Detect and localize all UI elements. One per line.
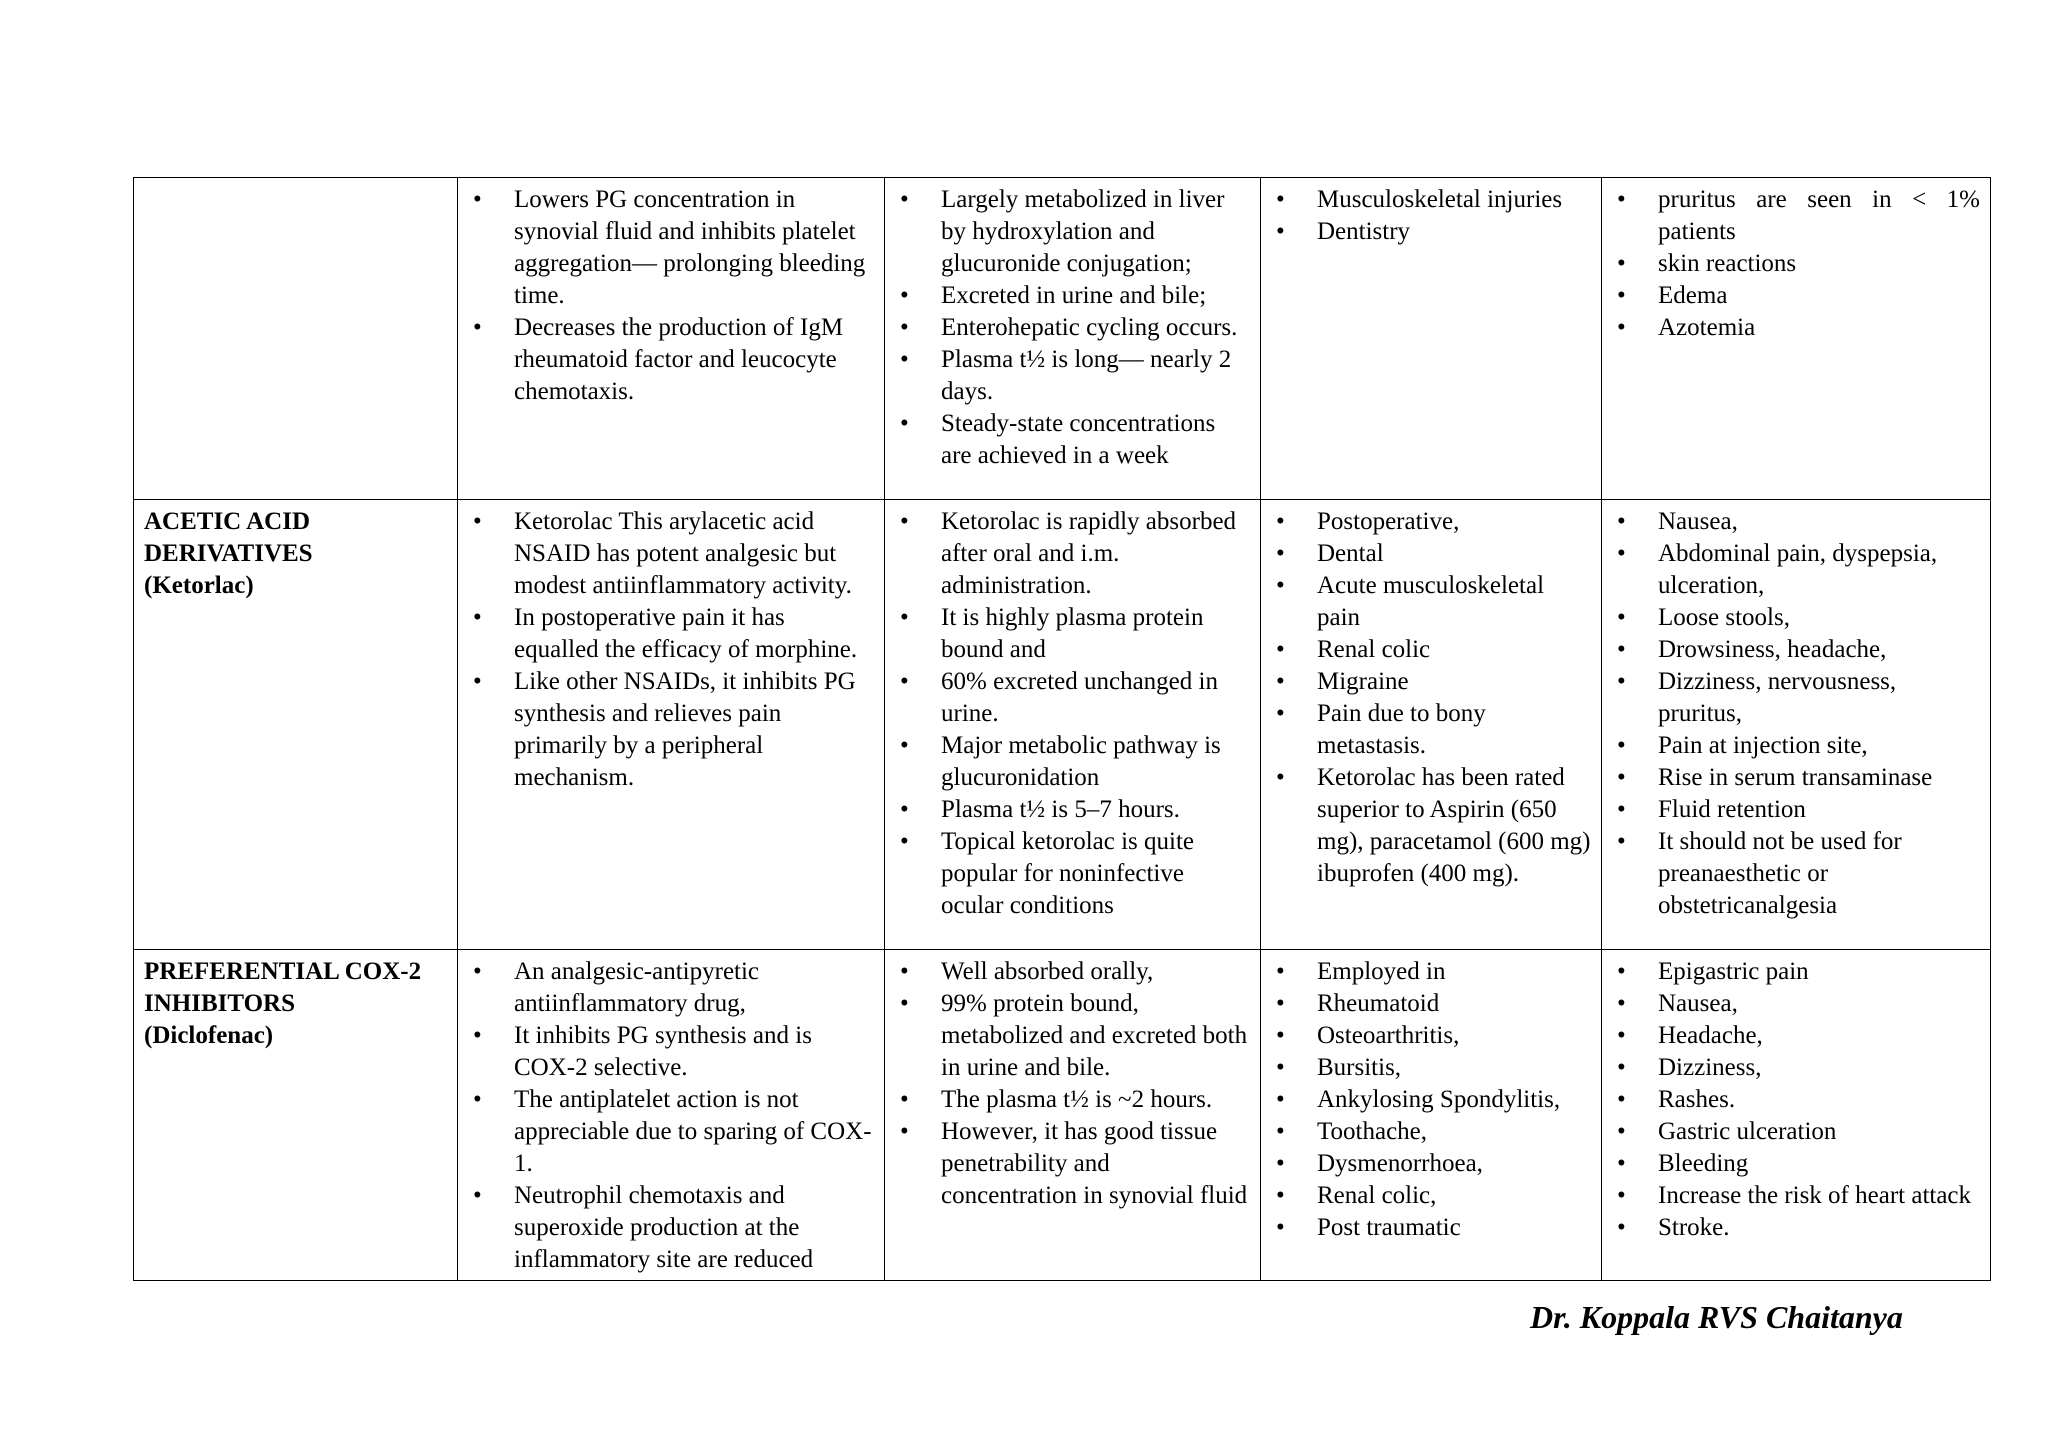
bullet-item: • Plasma t½ is long— nearly 2 days. [895,344,1250,408]
bullet-item: • The plasma t½ is ~2 hours. [895,1084,1250,1116]
bullet-list [1612,956,1980,1244]
table-row [134,178,1991,500]
bullet-item: • Rheumatoid [1271,988,1591,1020]
table-row [134,500,1991,950]
table-body [134,178,1991,1281]
adverse-effects-cell [1602,178,1991,500]
bullet-item: • Like other NSAIDs, it inhibits PG synthesis and relieves pain primarily by a peripheral mechanism. [468,666,874,794]
bullet-item: • skin reactions [1612,248,1980,280]
bullet-item: • Toothache, [1271,1116,1591,1148]
bullet-list [1612,184,1980,344]
bullet-item: • Osteoarthritis, [1271,1020,1591,1052]
bullet-item: • Plasma t½ is 5–7 hours. [895,794,1250,826]
bullet-item: • In postoperative pain it has equalled the efficacy of morphine. [468,602,874,666]
bullet-item: • Renal colic [1271,634,1591,666]
bullet-list [468,506,874,794]
pharmacokinetics-cell [885,500,1261,950]
adverse-effects-cell [1602,950,1991,1281]
bullet-item: • Fluid retention [1612,794,1980,826]
bullet-list [895,506,1250,922]
bullet-item: • Stroke. [1612,1212,1980,1244]
drug-class-cell [134,178,458,500]
bullet-list [468,184,874,408]
bullet-item: • Nausea, [1612,506,1980,538]
bullet-item: • pruritus are seen in < 1% patients [1612,184,1980,248]
pharmacokinetics-cell [885,950,1261,1281]
bullet-item: • Loose stools, [1612,602,1980,634]
bullet-item: • It is highly plasma protein bound and [895,602,1250,666]
drug-class-heading: ACETIC ACID [144,508,311,535]
bullet-item: • Epigastric pain [1612,956,1980,988]
bullet-item: • Employed in [1271,956,1591,988]
bullet-item: • Musculoskeletal injuries [1271,184,1591,216]
bullet-item: • Postoperative, [1271,506,1591,538]
bullet-list [468,956,874,1276]
drug-class-heading: (Diclofenac) [144,1022,274,1049]
uses-cell [1261,178,1602,500]
bullet-item: • Ketorolac has been rated superior to Aspirin (650 mg), paracetamol (600 mg) ibuprofen (400 mg). [1271,762,1591,890]
bullet-list [895,184,1250,472]
bullet-item: • Azotemia [1612,312,1980,344]
bullet-list [1271,956,1591,1244]
bullet-list [1612,506,1980,922]
bullet-item: • Ankylosing Spondylitis, [1271,1084,1591,1116]
uses-cell [1261,950,1602,1281]
bullet-item: • Well absorbed orally, [895,956,1250,988]
bullet-item: • Largely metabolized in liver by hydroxylation and glucuronide conjugation; [895,184,1250,280]
bullet-item: • Abdominal pain, dyspepsia, ulceration, [1612,538,1980,602]
bullet-list [1271,506,1591,890]
bullet-item: • 60% excreted unchanged in urine. [895,666,1250,730]
mechanism-cell [458,500,885,950]
bullet-item: • Lowers PG concentration in synovial fluid and inhibits platelet aggregation— prolonging bleeding time. [468,184,874,312]
adverse-effects-cell [1602,500,1991,950]
bullet-item: • An analgesic-antipyretic antiinflammatory drug, [468,956,874,1020]
bullet-item: • Headache, [1612,1020,1980,1052]
drug-class-heading: DERIVATIVES [144,540,313,567]
drug-class-cell [134,500,458,950]
author-signature: Dr. Koppala RVS Chaitanya [1530,1299,1903,1335]
bullet-item: • Topical ketorolac is quite popular for noninfective ocular conditions [895,826,1250,922]
bullet-item: • Dental [1271,538,1591,570]
bullet-item: • Pain at injection site, [1612,730,1980,762]
mechanism-cell [458,950,885,1281]
bullet-list [895,956,1250,1212]
bullet-list [1271,184,1591,248]
bullet-item: • Edema [1612,280,1980,312]
bullet-item: • It inhibits PG synthesis and is COX-2 selective. [468,1020,874,1084]
bullet-item: • Bursitis, [1271,1052,1591,1084]
bullet-item: • Post traumatic [1271,1212,1591,1244]
bullet-item: • Ketorolac is rapidly absorbed after oral and i.m. administration. [895,506,1250,602]
bullet-item: • Acute musculoskeletal pain [1271,570,1591,634]
bullet-item: • Renal colic, [1271,1180,1591,1212]
bullet-item: • Dysmenorrhoea, [1271,1148,1591,1180]
bullet-item: • Migraine [1271,666,1591,698]
bullet-item: • Rashes. [1612,1084,1980,1116]
bullet-item: • Drowsiness, headache, [1612,634,1980,666]
table-row [134,950,1991,1281]
bullet-item: • Excreted in urine and bile; [895,280,1250,312]
bullet-item: • However, it has good tissue penetrability and concentration in synovial fluid [895,1116,1250,1212]
bullet-item: • Nausea, [1612,988,1980,1020]
drug-class-heading: (Ketorlac) [144,572,254,599]
bullet-item: • Pain due to bony metastasis. [1271,698,1591,762]
bullet-item: • Ketorolac This arylacetic acid NSAID has potent analgesic but modest antiinflammatory activity. [468,506,874,602]
bullet-item: • Steady-state concentrations are achieved in a week [895,408,1250,472]
bullet-item: • Bleeding [1612,1148,1980,1180]
bullet-item: • Increase the risk of heart attack [1612,1180,1980,1212]
pharmacokinetics-cell [885,178,1261,500]
bullet-item: • Dentistry [1271,216,1591,248]
bullet-item: • Major metabolic pathway is glucuronidation [895,730,1250,794]
bullet-item: • Decreases the production of IgM rheumatoid factor and leucocyte chemotaxis. [468,312,874,408]
bullet-item: • Dizziness, nervousness, pruritus, [1612,666,1980,730]
bullet-item: • Neutrophil chemotaxis and superoxide production at the inflammatory site are reduced [468,1180,874,1276]
mechanism-cell [458,178,885,500]
bullet-item: • It should not be used for preanaesthetic or obstetricanalgesia [1612,826,1980,922]
bullet-item: • Rise in serum transaminase [1612,762,1980,794]
drug-comparison-table [133,177,1991,1281]
drug-class-cell [134,950,458,1281]
bullet-item: • Enterohepatic cycling occurs. [895,312,1250,344]
drug-class-heading: PREFERENTIAL COX-2 INHIBITORS [144,958,422,1017]
bullet-item: • Gastric ulceration [1612,1116,1980,1148]
bullet-item: • Dizziness, [1612,1052,1980,1084]
bullet-item: • The antiplatelet action is not appreciable due to sparing of COX-1. [468,1084,874,1180]
uses-cell [1261,500,1602,950]
bullet-item: • 99% protein bound, metabolized and excreted both in urine and bile. [895,988,1250,1084]
